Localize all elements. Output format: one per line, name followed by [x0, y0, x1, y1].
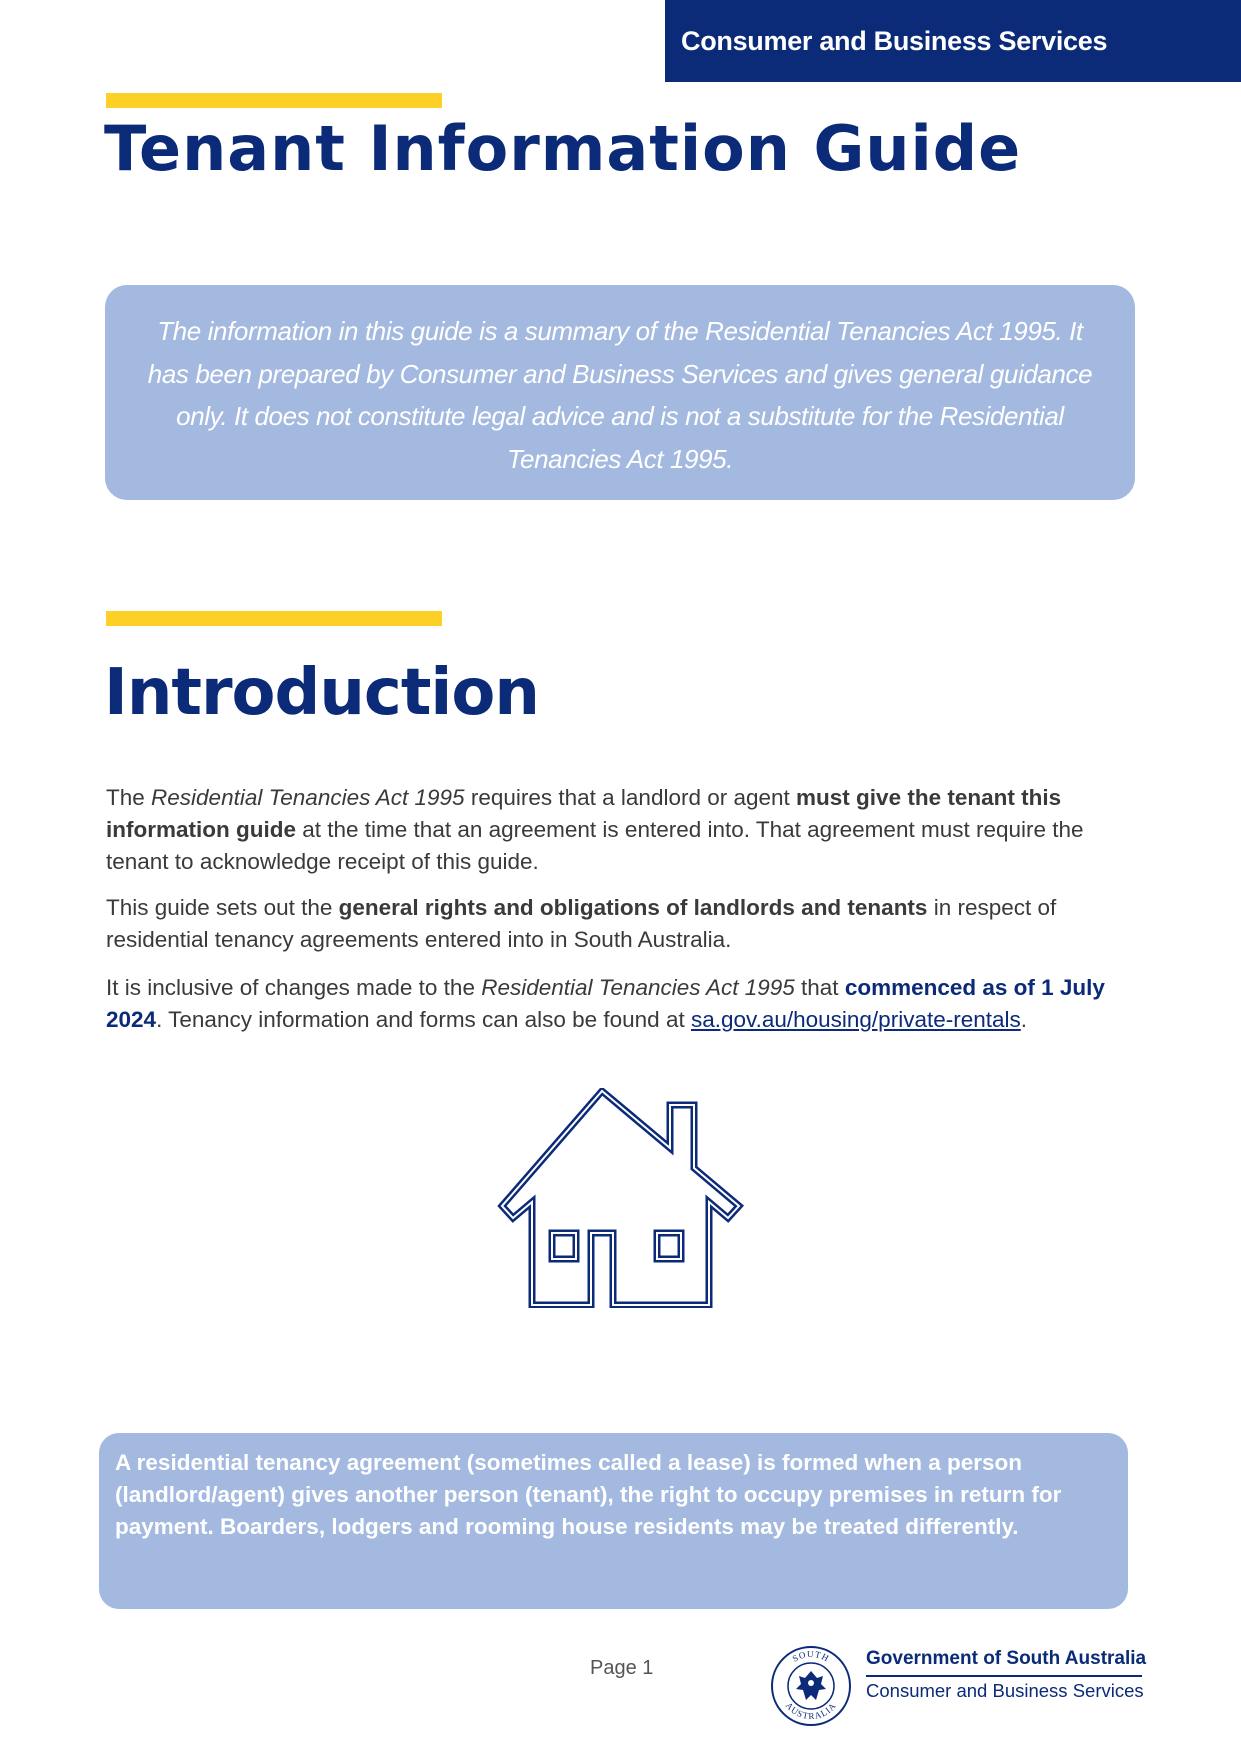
government-logo [770, 1645, 1145, 1727]
intro-p3-act-name: Residential Tenancies Act 1995 [481, 975, 795, 1000]
section-accent-bar [106, 611, 442, 626]
tenancy-definition-box [99, 1433, 1128, 1609]
logo-divider [866, 1675, 1142, 1677]
intro-p2-text-b: in respect of residential tenancy agreements entered into in South Australia. [106, 895, 1057, 952]
intro-p3-text-a: It is inclusive of changes made to the [106, 975, 482, 1000]
intro-paragraph-1 [106, 782, 1136, 878]
intro-p2-emphasis: general rights and obligations of landlords and tenants [338, 895, 928, 920]
intro-p2-text-a: This guide sets out the [106, 895, 339, 920]
introduction-heading: Introduction [104, 656, 539, 730]
intro-p1-text-b: requires that a landlord or agent [464, 785, 797, 810]
intro-p1-text-a: The [106, 785, 152, 810]
intro-p1-text-c: at the time that an agreement is entered into. That agreement must require the tenant to acknowledge receipt of this guide. [106, 817, 1084, 874]
sa-government-seal-icon [770, 1645, 852, 1727]
intro-paragraph-2 [106, 892, 1136, 956]
private-rentals-link[interactable]: sa.gov.au/housing/private-rentals [690, 1007, 1021, 1032]
intro-p3-text-c: . Tenancy information and forms can also be found at [156, 1007, 691, 1032]
intro-p1-act-name: Residential Tenancies Act 1995 [151, 785, 465, 810]
page-number: Page 1 [590, 1657, 654, 1679]
government-name: Government of South Australia [866, 1648, 1147, 1669]
tenancy-definition-text: A residential tenancy agreement (sometimes called a lease) is formed when a person (landlord/agent) gives another person (tenant), the right to occupy premises in return for payment. Boarders, lodgers and rooming house residents may be treated differently. [115, 1450, 1062, 1539]
svg-text:SOUTH: SOUTH [790, 1648, 832, 1664]
intro-p3-commencement-date: commenced as of 1 July 2024 [106, 975, 1105, 1032]
page-title: Tenant Information Guide [104, 112, 1022, 185]
house-outline-icon [497, 1088, 745, 1308]
disclaimer-text: The information in this guide is a summary of the Residential Tenancies Act 1995. It has been prepared by Consumer and Business Services and gives general guidance only. It does not constitute legal advice and is not a substitute for the Residential Tenancies Act 1995. [147, 316, 1093, 474]
department-name: Consumer and Business Services [866, 1680, 1144, 1701]
disclaimer-box [105, 285, 1135, 500]
intro-p3-text-b: that [794, 975, 845, 1000]
title-accent-bar [106, 93, 442, 108]
intro-p1-emphasis: must give the tenant this information guide [106, 785, 1062, 842]
header-banner [665, 0, 1241, 82]
header-banner-text: Consumer and Business Services [681, 26, 1108, 56]
intro-p3-text-d: . [1020, 1007, 1028, 1032]
svg-text:AUSTRALIA: AUSTRALIA [783, 1700, 839, 1722]
intro-paragraph-3 [106, 972, 1136, 1036]
